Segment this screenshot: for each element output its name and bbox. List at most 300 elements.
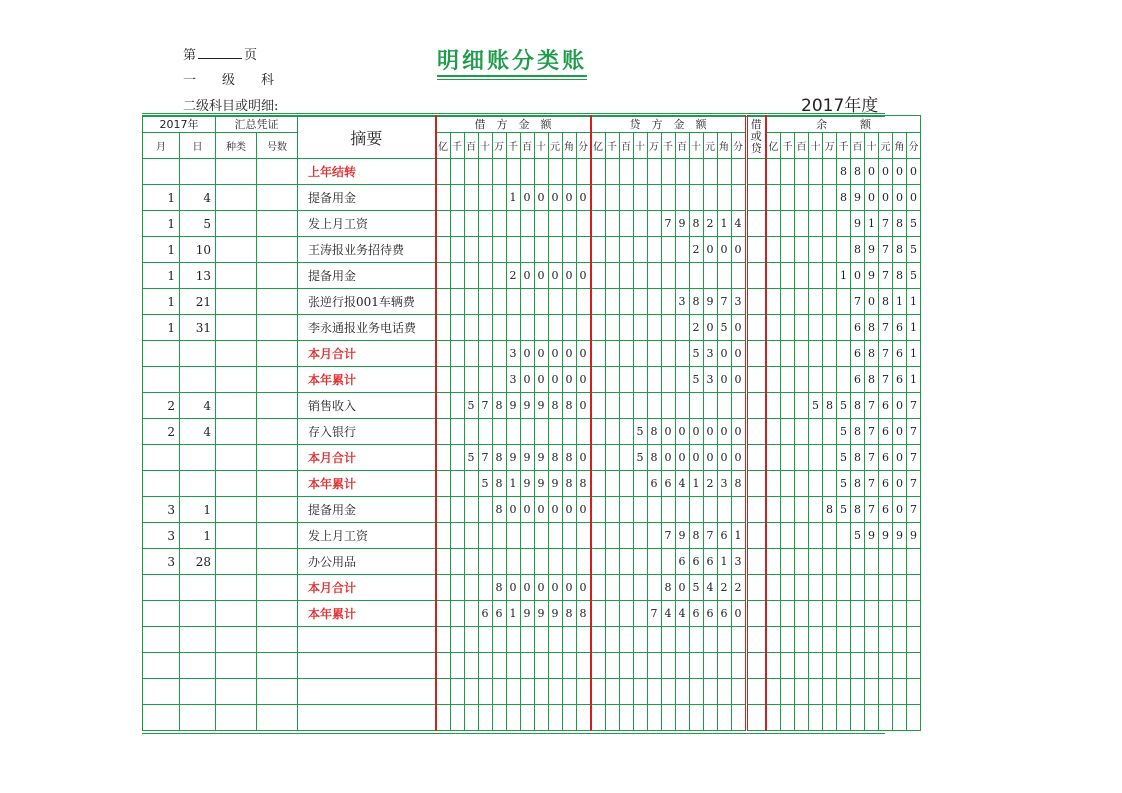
debit-digit: 0: [548, 263, 562, 289]
debit-digit: 0: [534, 497, 548, 523]
balance-digit: [823, 601, 837, 627]
debit-digit: [478, 575, 492, 601]
debit-digit: 6: [492, 601, 506, 627]
balance-digit: 9: [879, 523, 893, 549]
balance-digit: [781, 367, 795, 393]
direction-cell: [746, 159, 766, 185]
ledger-row: [143, 549, 921, 575]
balance-digit: [795, 575, 809, 601]
balance-digit: [809, 315, 823, 341]
type-cell: [216, 497, 257, 523]
balance-digit: [781, 679, 795, 705]
balance-digit: [823, 419, 837, 445]
debit-digit: 0: [506, 575, 520, 601]
balance-digit: 7: [907, 393, 921, 419]
number-cell: [257, 289, 298, 315]
debit-digit: [478, 679, 492, 705]
balance-digit: [809, 341, 823, 367]
balance-digit: 8: [851, 471, 865, 497]
debit-digit: [436, 445, 451, 471]
balance-digit: [809, 705, 823, 731]
balance-digit: [766, 367, 781, 393]
balance-digit: 1: [907, 367, 921, 393]
balance-digit: [837, 705, 851, 731]
credit-digit: 7: [703, 523, 717, 549]
debit-digit: [492, 185, 506, 211]
balance-digit: 0: [879, 159, 893, 185]
credit-digit: [633, 367, 647, 393]
credit-digit: [619, 627, 633, 653]
credit-digit: 4: [661, 601, 675, 627]
direction-cell: [746, 289, 766, 315]
balance-digit: [795, 315, 809, 341]
balance-digit: [879, 627, 893, 653]
debit-digit: 7: [478, 393, 492, 419]
balance-digit: [823, 575, 837, 601]
credit-digit: [647, 211, 661, 237]
balance-digit: [795, 263, 809, 289]
credit-digit-header: 千: [605, 133, 619, 159]
debit-digit: [492, 341, 506, 367]
type-cell: [216, 341, 257, 367]
credit-digit: [647, 575, 661, 601]
credit-digit: 8: [689, 523, 703, 549]
credit-digit: [605, 289, 619, 315]
debit-digit: [450, 523, 464, 549]
credit-digit: 6: [689, 601, 703, 627]
balance-digit: [893, 653, 907, 679]
debit-digit: 0: [576, 497, 591, 523]
balance-digit: [907, 679, 921, 705]
balance-digit: [851, 575, 865, 601]
credit-digit: [717, 263, 731, 289]
type-cell: [216, 263, 257, 289]
debit-digit: 8: [548, 445, 562, 471]
year-header: 2017年: [143, 116, 216, 133]
debit-digit: [576, 653, 591, 679]
credit-digit: 0: [661, 419, 675, 445]
credit-digit: [661, 263, 675, 289]
debit-digit: [478, 185, 492, 211]
credit-digit: [647, 497, 661, 523]
balance-digit: [766, 289, 781, 315]
debit-digit: [450, 289, 464, 315]
type-cell: [216, 211, 257, 237]
level2-account-label: 二级科目或明细:: [183, 99, 279, 114]
credit-digit-header: 十: [633, 133, 647, 159]
balance-digit: [795, 705, 809, 731]
credit-digit: 8: [647, 419, 661, 445]
balance-digit: 8: [851, 445, 865, 471]
balance-digit: 8: [851, 497, 865, 523]
credit-digit: [633, 653, 647, 679]
credit-digit-header: 亿: [591, 133, 606, 159]
credit-digit: [661, 653, 675, 679]
balance-digit: 8: [879, 289, 893, 315]
balance-digit: 6: [879, 471, 893, 497]
debit-digit: [492, 523, 506, 549]
credit-digit: 0: [689, 419, 703, 445]
balance-digit: [809, 367, 823, 393]
credit-digit: [731, 705, 746, 731]
credit-digit: 2: [717, 575, 731, 601]
debit-digit: 3: [506, 367, 520, 393]
balance-digit: [795, 549, 809, 575]
credit-digit: [703, 263, 717, 289]
direction-cell: [746, 549, 766, 575]
balance-digit: [766, 523, 781, 549]
number-cell: [257, 575, 298, 601]
balance-digit: 6: [893, 367, 907, 393]
balance-digit: [781, 315, 795, 341]
balance-digit: [837, 679, 851, 705]
balance-digit: [837, 341, 851, 367]
ledger-row: [143, 445, 921, 471]
credit-digit: [591, 393, 606, 419]
header-row-2: [143, 133, 921, 159]
debit-digit: [520, 237, 534, 263]
debit-digit: [450, 549, 464, 575]
month-cell: [143, 575, 180, 601]
balance-digit: [781, 601, 795, 627]
credit-digit: [647, 263, 661, 289]
debit-digit: 9: [520, 393, 534, 419]
credit-digit: 0: [731, 315, 746, 341]
debit-digit: [492, 679, 506, 705]
debit-digit: [436, 653, 451, 679]
direction-cell: [746, 263, 766, 289]
day-cell: 21: [180, 289, 216, 315]
balance-digit: 5: [837, 497, 851, 523]
credit-digit: 7: [717, 289, 731, 315]
balance-digit: [851, 653, 865, 679]
month-cell: [143, 679, 180, 705]
balance-digit: 1: [865, 211, 879, 237]
balance-digit: [823, 263, 837, 289]
credit-digit-header: 千: [661, 133, 675, 159]
credit-digit: 9: [703, 289, 717, 315]
balance-digit: [837, 601, 851, 627]
balance-digit: [766, 341, 781, 367]
balance-digit: [879, 653, 893, 679]
credit-digit: [661, 367, 675, 393]
credit-digit: [633, 237, 647, 263]
credit-digit: 0: [717, 445, 731, 471]
credit-digit: [605, 419, 619, 445]
debit-digit: 8: [576, 471, 591, 497]
debit-digit: [562, 679, 576, 705]
debit-digit: [436, 159, 451, 185]
debit-digit: [450, 341, 464, 367]
credit-digit: [731, 497, 746, 523]
balance-digit: [781, 653, 795, 679]
month-cell: [143, 705, 180, 731]
credit-digit: 0: [675, 575, 689, 601]
balance-digit: 7: [865, 471, 879, 497]
debit-digit-header: 十: [478, 133, 492, 159]
credit-digit: 1: [731, 523, 746, 549]
balance-digit: 8: [837, 185, 851, 211]
credit-digit: 1: [689, 471, 703, 497]
debit-digit: 0: [548, 497, 562, 523]
credit-digit: [591, 289, 606, 315]
balance-digit: [837, 289, 851, 315]
balance-digit: 8: [837, 159, 851, 185]
debit-digit: 0: [576, 263, 591, 289]
month-cell: [143, 471, 180, 497]
debit-digit: 8: [576, 601, 591, 627]
debit-digit: [478, 289, 492, 315]
day-cell: 31: [180, 315, 216, 341]
balance-digit: 8: [893, 237, 907, 263]
summary-cell: 本月合计: [298, 341, 436, 367]
credit-digit: 0: [703, 445, 717, 471]
number-cell: [257, 679, 298, 705]
credit-header: 贷 方 金 额: [591, 116, 747, 133]
direction-cell: [746, 237, 766, 263]
balance-digit: 6: [893, 315, 907, 341]
debit-digit: [576, 289, 591, 315]
debit-digit: [464, 679, 478, 705]
credit-digit: [717, 653, 731, 679]
credit-digit: [703, 679, 717, 705]
direction-cell: [746, 393, 766, 419]
month-cell: [143, 445, 180, 471]
balance-digit: [907, 549, 921, 575]
debit-digit: [548, 211, 562, 237]
balance-digit: [766, 575, 781, 601]
credit-digit: [619, 419, 633, 445]
balance-digit: 8: [893, 263, 907, 289]
debit-digit: 5: [478, 471, 492, 497]
balance-digit: 5: [837, 393, 851, 419]
debit-digit: [520, 549, 534, 575]
credit-digit: [689, 185, 703, 211]
balance-digit: 7: [879, 237, 893, 263]
ledger-row: [143, 263, 921, 289]
balance-digit: 1: [907, 289, 921, 315]
debit-header: 借 方 金 额: [436, 116, 591, 133]
debit-digit: [436, 315, 451, 341]
credit-digit: 4: [731, 211, 746, 237]
type-cell: [216, 315, 257, 341]
credit-digit: [605, 341, 619, 367]
balance-digit: 9: [907, 523, 921, 549]
type-cell: [216, 627, 257, 653]
credit-digit: 6: [717, 523, 731, 549]
debit-digit: [520, 679, 534, 705]
debit-digit: [576, 523, 591, 549]
debit-digit: 8: [492, 445, 506, 471]
balance-digit: [893, 679, 907, 705]
credit-digit: 8: [647, 445, 661, 471]
debit-digit: 9: [520, 471, 534, 497]
credit-digit: [647, 627, 661, 653]
debit-digit: [450, 419, 464, 445]
debit-digit: 8: [492, 497, 506, 523]
balance-digit: 9: [851, 211, 865, 237]
credit-digit: [591, 679, 606, 705]
debit-digit: [464, 575, 478, 601]
credit-digit: [619, 341, 633, 367]
balance-digit: [893, 575, 907, 601]
debit-digit: [548, 549, 562, 575]
debit-digit: [436, 211, 451, 237]
credit-digit: [717, 185, 731, 211]
balance-digit: 0: [851, 263, 865, 289]
number-cell: [257, 523, 298, 549]
debit-digit-header: 千: [450, 133, 464, 159]
debit-digit-header: 亿: [436, 133, 451, 159]
credit-digit: 6: [661, 471, 675, 497]
balance-digit: [766, 471, 781, 497]
debit-digit: [534, 419, 548, 445]
debit-digit: [548, 705, 562, 731]
balance-digit: 5: [837, 471, 851, 497]
summary-cell: 办公用品: [298, 549, 436, 575]
credit-digit: [591, 263, 606, 289]
debit-digit: 8: [492, 575, 506, 601]
credit-digit: [605, 575, 619, 601]
balance-digit-header: 十: [809, 133, 823, 159]
debit-digit: [464, 289, 478, 315]
credit-digit: [675, 263, 689, 289]
credit-digit: [619, 393, 633, 419]
ledger-row: [143, 315, 921, 341]
debit-digit: [436, 549, 451, 575]
credit-digit: [633, 679, 647, 705]
credit-digit: [619, 601, 633, 627]
day-cell: [180, 601, 216, 627]
day-cell: 10: [180, 237, 216, 263]
credit-digit: 7: [661, 211, 675, 237]
debit-digit: [576, 159, 591, 185]
ledger-row: [143, 211, 921, 237]
credit-digit: [633, 185, 647, 211]
summary-cell: 本年累计: [298, 601, 436, 627]
credit-digit: [661, 289, 675, 315]
balance-digit: 8: [823, 393, 837, 419]
debit-digit: [506, 549, 520, 575]
credit-digit: [661, 159, 675, 185]
day-cell: [180, 653, 216, 679]
balance-digit: [766, 159, 781, 185]
balance-digit: [865, 627, 879, 653]
debit-digit: 0: [576, 575, 591, 601]
credit-digit: [647, 159, 661, 185]
credit-digit: [619, 211, 633, 237]
balance-digit: [781, 575, 795, 601]
day-cell: [180, 445, 216, 471]
credit-digit: [633, 471, 647, 497]
credit-digit: [689, 393, 703, 419]
debit-digit: 9: [534, 601, 548, 627]
balance-digit: [893, 627, 907, 653]
balance-digit: [823, 653, 837, 679]
balance-digit: [781, 185, 795, 211]
balance-digit: [893, 705, 907, 731]
credit-digit: [661, 315, 675, 341]
balance-digit: [823, 159, 837, 185]
balance-digit: [795, 289, 809, 315]
balance-digit: [865, 679, 879, 705]
summary-cell: 提备用金: [298, 497, 436, 523]
summary-cell: [298, 705, 436, 731]
credit-digit: 8: [689, 289, 703, 315]
balance-digit: 6: [879, 497, 893, 523]
credit-digit: [661, 237, 675, 263]
voucher-header: 汇总凭证: [216, 116, 298, 133]
debit-digit: [534, 627, 548, 653]
debit-digit: 0: [506, 497, 520, 523]
debit-digit: 7: [478, 445, 492, 471]
debit-digit: [464, 341, 478, 367]
balance-digit: [781, 263, 795, 289]
day-cell: [180, 367, 216, 393]
debit-digit: [520, 159, 534, 185]
debit-digit-header: 十: [534, 133, 548, 159]
summary-cell: [298, 627, 436, 653]
balance-digit: 0: [893, 159, 907, 185]
credit-digit: 5: [717, 315, 731, 341]
debit-digit: [492, 627, 506, 653]
credit-digit-header: 十: [689, 133, 703, 159]
balance-digit: [907, 601, 921, 627]
number-cell: [257, 497, 298, 523]
summary-cell: 发上月工资: [298, 211, 436, 237]
credit-digit: [605, 159, 619, 185]
debit-digit: 9: [534, 393, 548, 419]
credit-digit: [619, 549, 633, 575]
balance-digit: [795, 653, 809, 679]
number-cell: [257, 705, 298, 731]
direction-cell: [746, 341, 766, 367]
day-cell: [180, 575, 216, 601]
debit-digit: [478, 627, 492, 653]
debit-digit: [478, 263, 492, 289]
type-cell: [216, 185, 257, 211]
debit-digit: 0: [562, 497, 576, 523]
credit-digit: 8: [661, 575, 675, 601]
balance-digit: [809, 237, 823, 263]
number-cell: [257, 237, 298, 263]
credit-digit: 8: [731, 471, 746, 497]
credit-digit: [633, 705, 647, 731]
balance-digit: 5: [907, 237, 921, 263]
debit-digit: [436, 393, 451, 419]
credit-digit: [703, 497, 717, 523]
debit-digit: [436, 471, 451, 497]
credit-digit: [661, 705, 675, 731]
type-header: 种类: [216, 133, 257, 159]
debit-digit: [436, 419, 451, 445]
balance-digit: 8: [851, 393, 865, 419]
balance-digit: 8: [893, 211, 907, 237]
type-cell: [216, 653, 257, 679]
credit-digit: [703, 653, 717, 679]
credit-digit: [675, 627, 689, 653]
debit-digit: 0: [576, 445, 591, 471]
credit-digit: [619, 575, 633, 601]
debit-digit-header: 元: [548, 133, 562, 159]
balance-digit: [795, 367, 809, 393]
credit-digit: [605, 627, 619, 653]
balance-digit: [837, 315, 851, 341]
debit-digit-header: 百: [520, 133, 534, 159]
debit-digit: 0: [520, 341, 534, 367]
balance-digit: [851, 601, 865, 627]
credit-digit: [591, 419, 606, 445]
